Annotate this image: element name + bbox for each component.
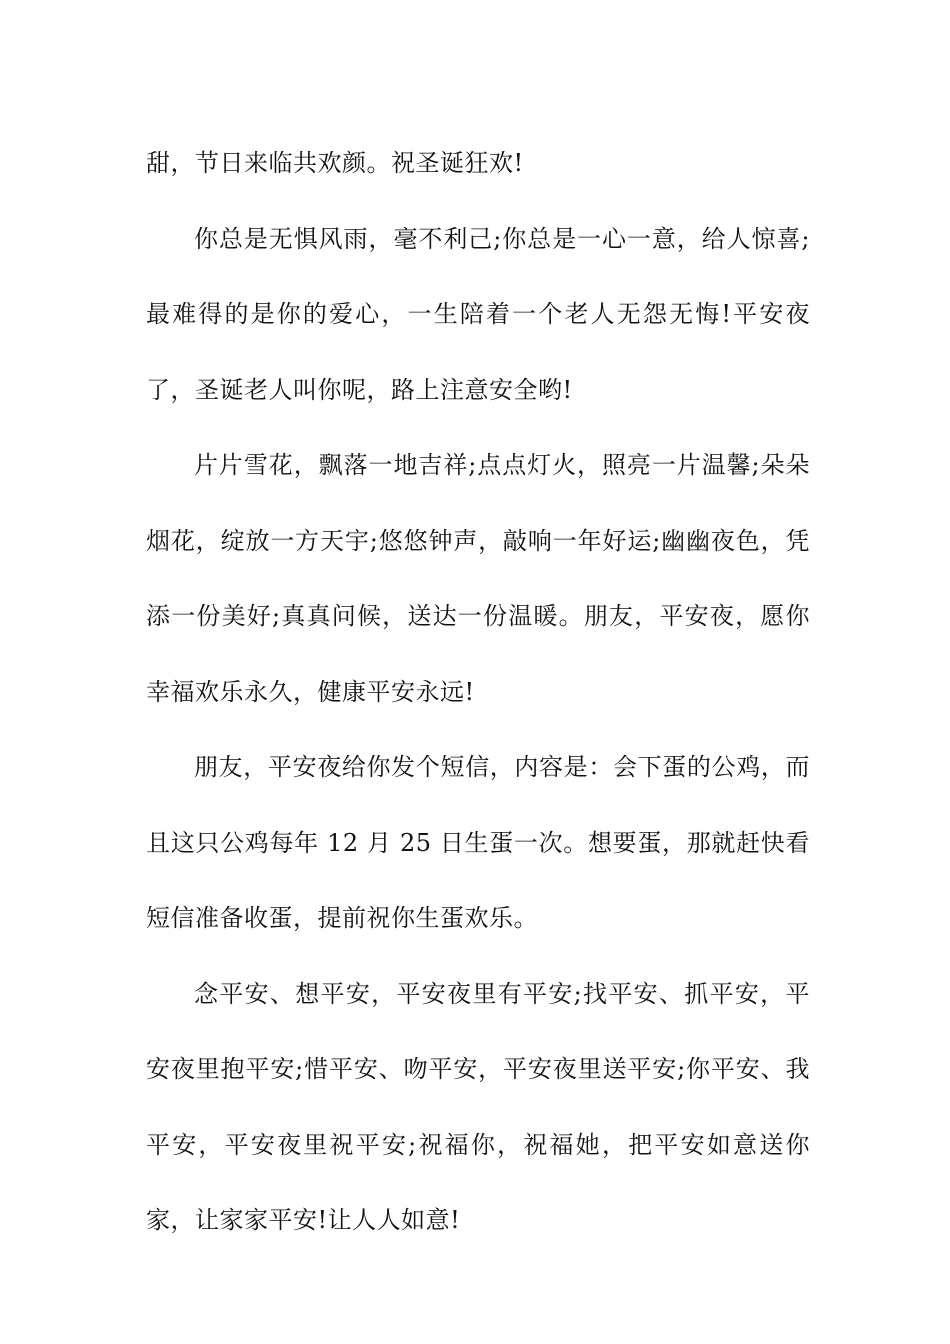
paragraph-4: 朋友，平安夜给你发个短信，内容是：会下蛋的公鸡，而且这只公鸡每年 12 月 25 日生蛋一次。想要蛋，那就赶快看短信准备收蛋，提前祝你生蛋欢乐。 (146, 753, 810, 932)
document-page (146, 126, 810, 1259)
paragraph-2: 你总是无惧风雨，毫不利己;你总是一心一意，给人惊喜;最难得的是你的爱心，一生陪着一个老人无怨无悔!平安夜了，圣诞老人叫你呢，路上注意安全哟! (146, 224, 810, 404)
paragraph-1: 甜，节日来临共欢颜。祝圣诞狂欢! (146, 149, 524, 177)
paragraph-5: 念平安、想平安，平安夜里有平安;找平安、抓平安，平安夜里抱平安;惜平安、吻平安，平安夜里送平安;你平安、我平安，平安夜里祝平安;祝福你，祝福她，把平安如意送你家，让家家平安!让人人如意! (146, 979, 810, 1234)
paragraph-3: 片片雪花，飘落一地吉祥;点点灯火，照亮一片温馨;朵朵烟花，绽放一方天宇;悠悠钟声，敲响一年好运;幽幽夜色，凭添一份美好;真真问候，送达一份温暖。朋友，平安夜，愿你幸福欢乐永久，健康平安永远! (146, 451, 810, 706)
